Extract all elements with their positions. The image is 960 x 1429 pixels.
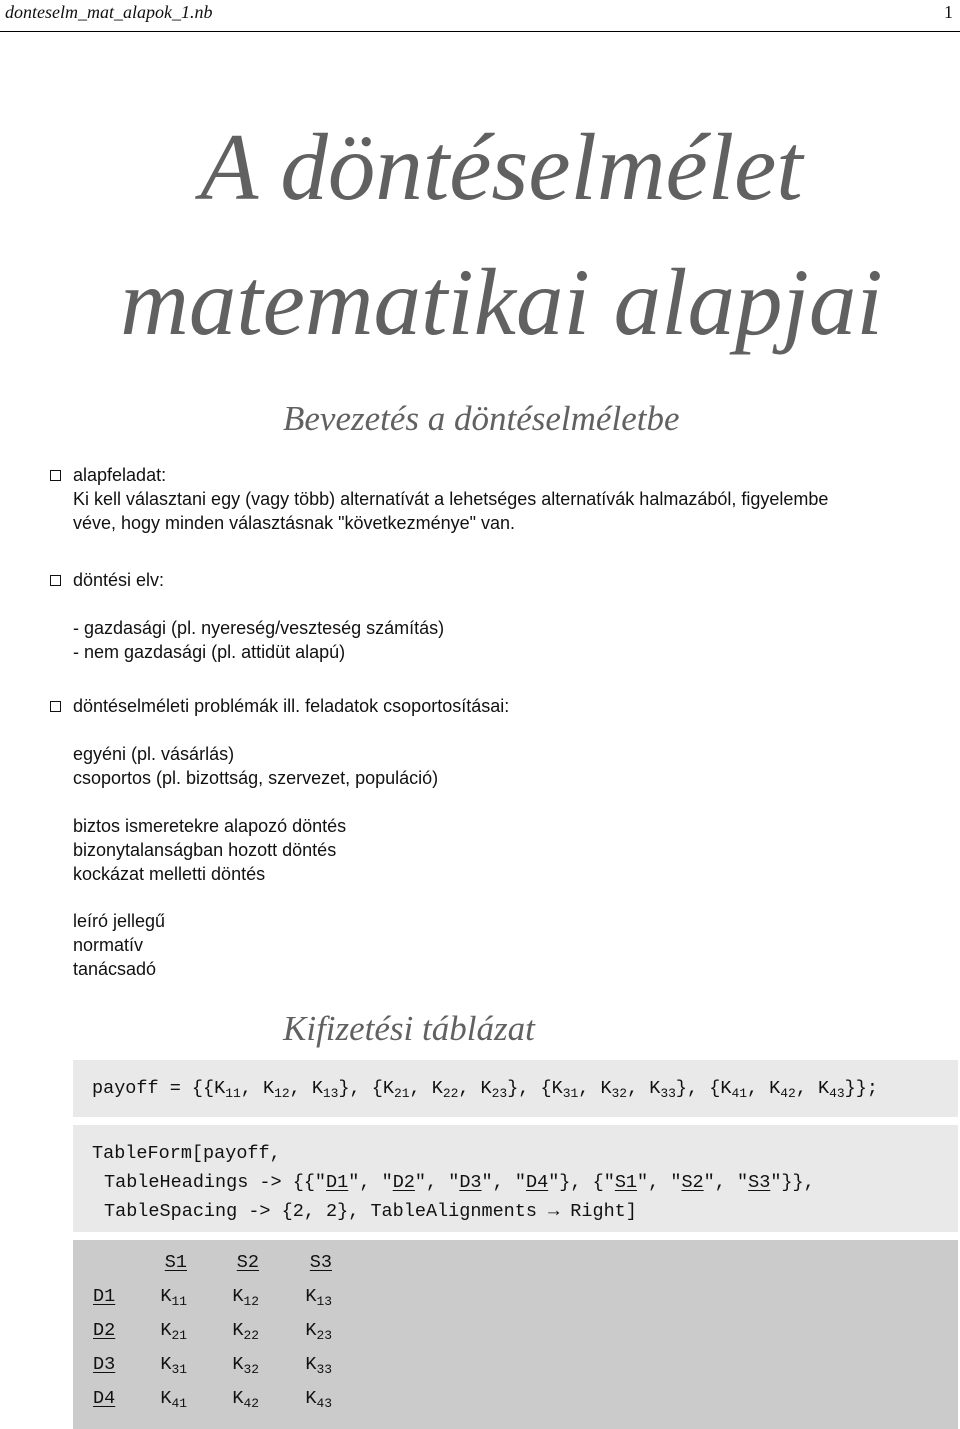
code-text: }, {K <box>507 1078 563 1099</box>
cell-symbol: K <box>305 1388 317 1409</box>
basic-task-label-line <box>73 463 828 487</box>
subscript-index: 13 <box>322 1085 339 1101</box>
decision-principle-label-line <box>73 568 164 592</box>
grouping-list <box>73 742 438 790</box>
code-text: ", " <box>481 1172 526 1193</box>
code-text: ", " <box>414 1172 460 1193</box>
subscript-index: 21 <box>393 1085 410 1101</box>
page-header <box>0 0 960 32</box>
grouping-list <box>73 909 165 981</box>
code-text: "}, {" <box>548 1172 615 1193</box>
code-text: , K <box>240 1078 275 1099</box>
grouping-list-item: tanácsadó <box>73 959 157 979</box>
code-text: TableHeadings -> {{" <box>104 1172 327 1193</box>
column-heading: S3 <box>309 1252 332 1273</box>
cell-index: 22 <box>243 1327 259 1343</box>
code-text: , K <box>458 1078 492 1099</box>
code-text: TableForm[payoff, <box>92 1143 281 1164</box>
cell-index: 31 <box>171 1361 187 1377</box>
table-cell <box>115 1382 187 1416</box>
table-cell <box>115 1314 187 1348</box>
code-text: }, {K <box>338 1078 394 1099</box>
document-title-line-2: matematikai alapjai <box>120 249 883 355</box>
table-cell <box>187 1280 259 1314</box>
table-cell <box>259 1314 332 1348</box>
subscript-index: 31 <box>562 1085 579 1101</box>
cell-index: 12 <box>243 1293 259 1309</box>
table-cell <box>115 1280 187 1314</box>
cell-symbol: K <box>160 1388 172 1409</box>
code-text: TableSpacing -> {2, 2}, TableAlignments → Right] <box>104 1201 637 1222</box>
cell-symbol: K <box>160 1320 172 1341</box>
grouping-list-item: biztos ismeretekre alapozó döntés <box>73 816 347 836</box>
table-cell <box>187 1382 259 1416</box>
code-text: , K <box>409 1078 443 1099</box>
subscript-index: 41 <box>731 1085 747 1101</box>
grouping-list-item: leíró jellegű <box>73 911 166 931</box>
cell-symbol: K <box>232 1388 244 1409</box>
grouping-list <box>73 814 346 886</box>
code-line <box>73 1168 958 1197</box>
table-corner <box>93 1246 115 1280</box>
decision-principle-option: - nem gazdasági (pl. attidüt alapú) <box>73 642 346 662</box>
code-text: }, {K <box>675 1078 732 1099</box>
cell-index: 21 <box>171 1327 187 1343</box>
code-text: K <box>214 1078 226 1099</box>
row-heading: D2 <box>93 1320 116 1341</box>
problem-groupings-block <box>73 694 509 718</box>
decision-principle-options <box>73 616 444 664</box>
input-cell-tableform <box>73 1125 958 1232</box>
section-heading-payoff-table: Kifizetési táblázat <box>283 1009 535 1048</box>
grouping-list-item: normatív <box>73 935 144 955</box>
code-line <box>73 1074 958 1103</box>
problem-groupings-label: döntéselméleti problémák ill. feladatok csoportosításai: <box>73 696 510 716</box>
grouping-list-item: kockázat melletti döntés <box>73 864 266 884</box>
cell-symbol: K <box>160 1286 172 1307</box>
code-text: , K <box>795 1078 830 1099</box>
code-text: ", " <box>348 1172 393 1193</box>
row-heading-cell <box>93 1314 115 1348</box>
subscript-index: 43 <box>829 1085 845 1101</box>
code-line <box>73 1139 958 1168</box>
column-heading-cell <box>259 1246 332 1280</box>
code-text: payoff = {{ <box>92 1078 215 1099</box>
cell-symbol: K <box>305 1354 317 1375</box>
row-heading: D3 <box>93 1354 116 1375</box>
code-line <box>73 1197 958 1226</box>
code-text: }}; <box>844 1078 878 1099</box>
cell-index: 41 <box>171 1395 187 1411</box>
code-text: ", " <box>637 1172 682 1193</box>
square-bullet-icon <box>50 575 61 586</box>
heading-string: S3 <box>748 1172 771 1193</box>
cell-index: 23 <box>316 1327 332 1343</box>
payoff-table <box>93 1246 332 1416</box>
cell-index: 13 <box>316 1293 332 1309</box>
table-cell <box>259 1382 332 1416</box>
row-heading-cell <box>93 1348 115 1382</box>
cell-index: 42 <box>243 1395 259 1411</box>
basic-task-label: alapfeladat: <box>73 465 167 485</box>
document-title-line-1: A döntéselmélet <box>200 114 803 220</box>
heading-string: S2 <box>681 1172 704 1193</box>
code-text: , K <box>746 1078 781 1099</box>
decision-principle-option: - gazdasági (pl. nyereség/veszteség számítás) <box>73 618 445 638</box>
output-cell <box>73 1240 958 1429</box>
square-bullet-icon <box>50 701 61 712</box>
cell-index: 33 <box>316 1361 332 1377</box>
decision-principle-label: döntési elv: <box>73 570 165 590</box>
heading-string: S1 <box>614 1172 638 1193</box>
row-heading: D1 <box>93 1286 116 1307</box>
cell-index: 11 <box>171 1293 187 1309</box>
code-text: , K <box>289 1078 323 1099</box>
table-cell <box>259 1348 332 1382</box>
cell-symbol: K <box>305 1320 317 1341</box>
row-heading-cell <box>93 1382 115 1416</box>
basic-task-block <box>73 463 828 535</box>
heading-string: D2 <box>392 1172 415 1193</box>
grouping-list-item: csoportos (pl. bizottság, szervezet, populáció) <box>73 768 439 788</box>
column-heading-cell <box>115 1246 187 1280</box>
subscript-index: 42 <box>780 1085 796 1101</box>
square-bullet-icon <box>50 470 61 481</box>
subscript-index: 32 <box>611 1085 628 1101</box>
cell-index: 43 <box>316 1395 332 1411</box>
code-text: , K <box>627 1078 661 1099</box>
heading-string: D3 <box>459 1172 482 1193</box>
cell-symbol: K <box>232 1320 244 1341</box>
subscript-index: 23 <box>491 1085 508 1101</box>
basic-task-text-line: Ki kell választani egy (vagy több) alternatívát a lehetséges alternatívák halmazából, figyelembe <box>73 489 829 509</box>
problem-groupings-label-line <box>73 694 509 718</box>
table-cell <box>187 1348 259 1382</box>
subscript-index: 33 <box>660 1085 676 1101</box>
subscript-index: 11 <box>225 1085 241 1101</box>
column-heading-cell <box>187 1246 259 1280</box>
cell-symbol: K <box>305 1286 317 1307</box>
row-heading: D4 <box>93 1388 116 1409</box>
code-text: , K <box>578 1078 612 1099</box>
subscript-index: 22 <box>442 1085 459 1101</box>
section-heading-intro: Bevezetés a döntéselméletbe <box>283 399 680 438</box>
cell-index: 32 <box>243 1361 259 1377</box>
grouping-list-item: bizonytalanságban hozott döntés <box>73 840 337 860</box>
input-cell-payoff-definition <box>73 1060 958 1117</box>
grouping-list-item: egyéni (pl. vásárlás) <box>73 744 235 764</box>
cell-symbol: K <box>232 1354 244 1375</box>
cell-symbol: K <box>160 1354 172 1375</box>
column-heading: S2 <box>236 1252 259 1273</box>
table-cell <box>259 1280 332 1314</box>
cell-symbol: K <box>232 1286 244 1307</box>
code-text: ", " <box>703 1172 749 1193</box>
heading-string: D1 <box>326 1172 349 1193</box>
table-cell <box>115 1348 187 1382</box>
basic-task-text-line: véve, hogy minden választásnak "következménye" van. <box>73 513 516 533</box>
subscript-index: 12 <box>274 1085 290 1101</box>
column-heading: S1 <box>164 1252 187 1273</box>
page-number: 1 <box>944 2 953 22</box>
decision-principle-block <box>73 568 164 592</box>
notebook-filename: donteselm_mat_alapok_1.nb <box>5 2 213 22</box>
heading-string: D4 <box>525 1172 549 1193</box>
code-text: "}}, <box>770 1172 815 1193</box>
table-cell <box>187 1314 259 1348</box>
row-heading-cell <box>93 1280 115 1314</box>
